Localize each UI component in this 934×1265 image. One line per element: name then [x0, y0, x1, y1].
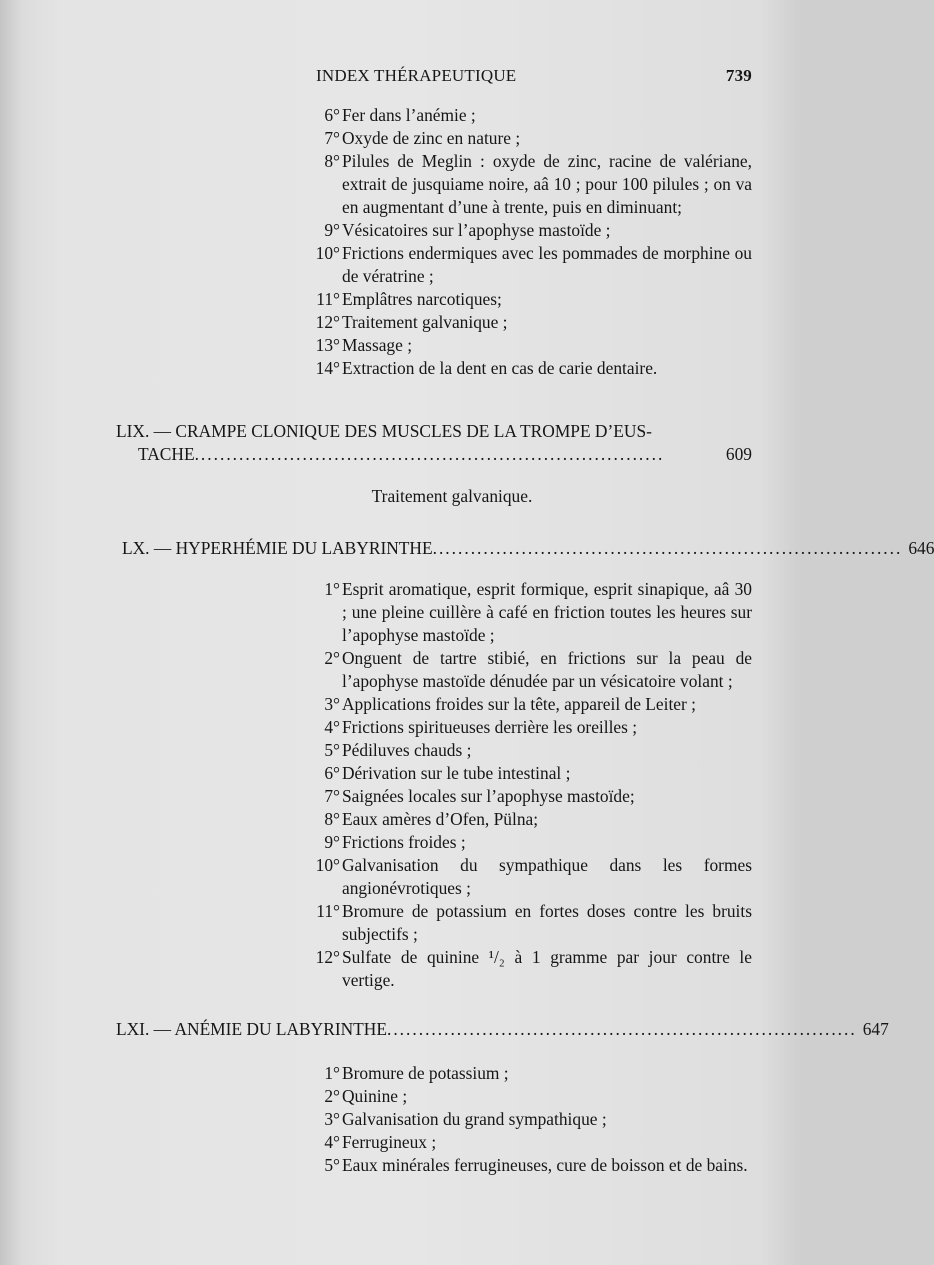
list-top — [0, 104, 800, 380]
list-item: 8° Eaux amères d’Ofen, Pülna; — [324, 809, 539, 829]
list-item: 2° Onguent de tartre stibié, en frictions sur la peau de l’apophyse mastoïde dénudée par un vésicatoire volant ; — [324, 648, 752, 691]
list-item: 3° Galvanisation du grand sympathique ; — [324, 1109, 607, 1129]
list-item: 5° Pédiluves chauds ; — [324, 740, 472, 760]
list-item: 1° Esprit aromatique, esprit formique, esprit sinapique, aâ 30 ; une pleine cuillère à café en friction toutes les heures sur l’apophyse mastoïde ; — [324, 579, 752, 645]
list-item: 11° Bromure de potassium en fortes doses contre les bruits subjectifs ; — [316, 901, 752, 944]
section-heading-lix — [116, 420, 752, 466]
list-item: 4° Ferrugineux ; — [324, 1132, 437, 1152]
dot-leader: .......................................................................... — [194, 444, 665, 464]
list-item: 7° Saignées locales sur l’apophyse mastoïde; — [324, 786, 635, 806]
list-item: 9° Vésicatoires sur l’apophyse mastoïde ; — [324, 220, 611, 240]
list-item: 10° Galvanisation du sympathique dans les formes angionévrotiques ; — [315, 855, 752, 898]
list-item: 12° Sulfate de quinine ¹/₂ à 1 gramme par jour contre le vertige. — [315, 947, 752, 990]
list-item: 13° Massage ; — [315, 335, 413, 355]
list-item: 5° Eaux minérales ferrugineuses, cure de boisson et de bains. — [324, 1155, 748, 1175]
list-lx — [0, 578, 800, 992]
section-heading-lx — [122, 537, 934, 560]
list-item: 9° Frictions froides ; — [324, 832, 466, 852]
list-item: 7° Oxyde de zinc en nature ; — [324, 128, 521, 148]
list-item: 11° Emplâtres narcotiques; — [316, 289, 502, 309]
list-item: 3° Applications froides sur la tête, appareil de Leiter ; — [324, 694, 696, 714]
section-page-ref: 647 — [862, 1019, 889, 1039]
dot-leader: .......................................................................... — [432, 538, 903, 558]
section-title: LIX. — CRAMPE CLONIQUE DES MUSCLES DE LA TROMPE D’EUS- — [116, 421, 652, 441]
section-page-ref: 609 — [725, 444, 752, 464]
section-title: LXI. — ANÉMIE DU LABYRINTHE — [116, 1019, 387, 1039]
list-item: 12° Traitement galvanique ; — [315, 312, 508, 332]
header-title: INDEX THÉRAPEUTIQUE — [316, 66, 517, 85]
list-item: 4° Frictions spiritueuses derrière les oreilles ; — [324, 717, 638, 737]
treatment-line: Traitement galvanique. — [371, 486, 533, 506]
section-heading-lxi — [116, 1018, 889, 1041]
section-title-continuation: TACHE — [138, 444, 195, 464]
list-item: 8° Pilules de Meglin : oxyde de zinc, racine de valériane, extrait de jusquiame noire, aâ 10 ; pour 100 pilules ; on va en augmentant d’une à trente, puis en diminuant; — [324, 151, 752, 217]
list-item: 2° Quinine ; — [324, 1086, 408, 1106]
section-page-ref: 646 — [908, 538, 934, 558]
list-item: 10° Frictions endermiques avec les pommades de morphine ou de vératrine ; — [315, 243, 752, 286]
list-lxi — [0, 1062, 800, 1177]
list-item: 6° Fer dans l’anémie ; — [324, 105, 476, 125]
section-title: LX. — HYPERHÉMIE DU LABYRINTHE — [122, 538, 433, 558]
list-item: 6° Dérivation sur le tube intestinal ; — [324, 763, 571, 783]
list-item: 14° Extraction de la dent en cas de carie dentaire. — [315, 358, 658, 378]
page-number: 739 — [725, 66, 752, 85]
list-item: 1° Bromure de potassium ; — [324, 1063, 509, 1083]
dot-leader: .......................................................................... — [386, 1019, 857, 1039]
